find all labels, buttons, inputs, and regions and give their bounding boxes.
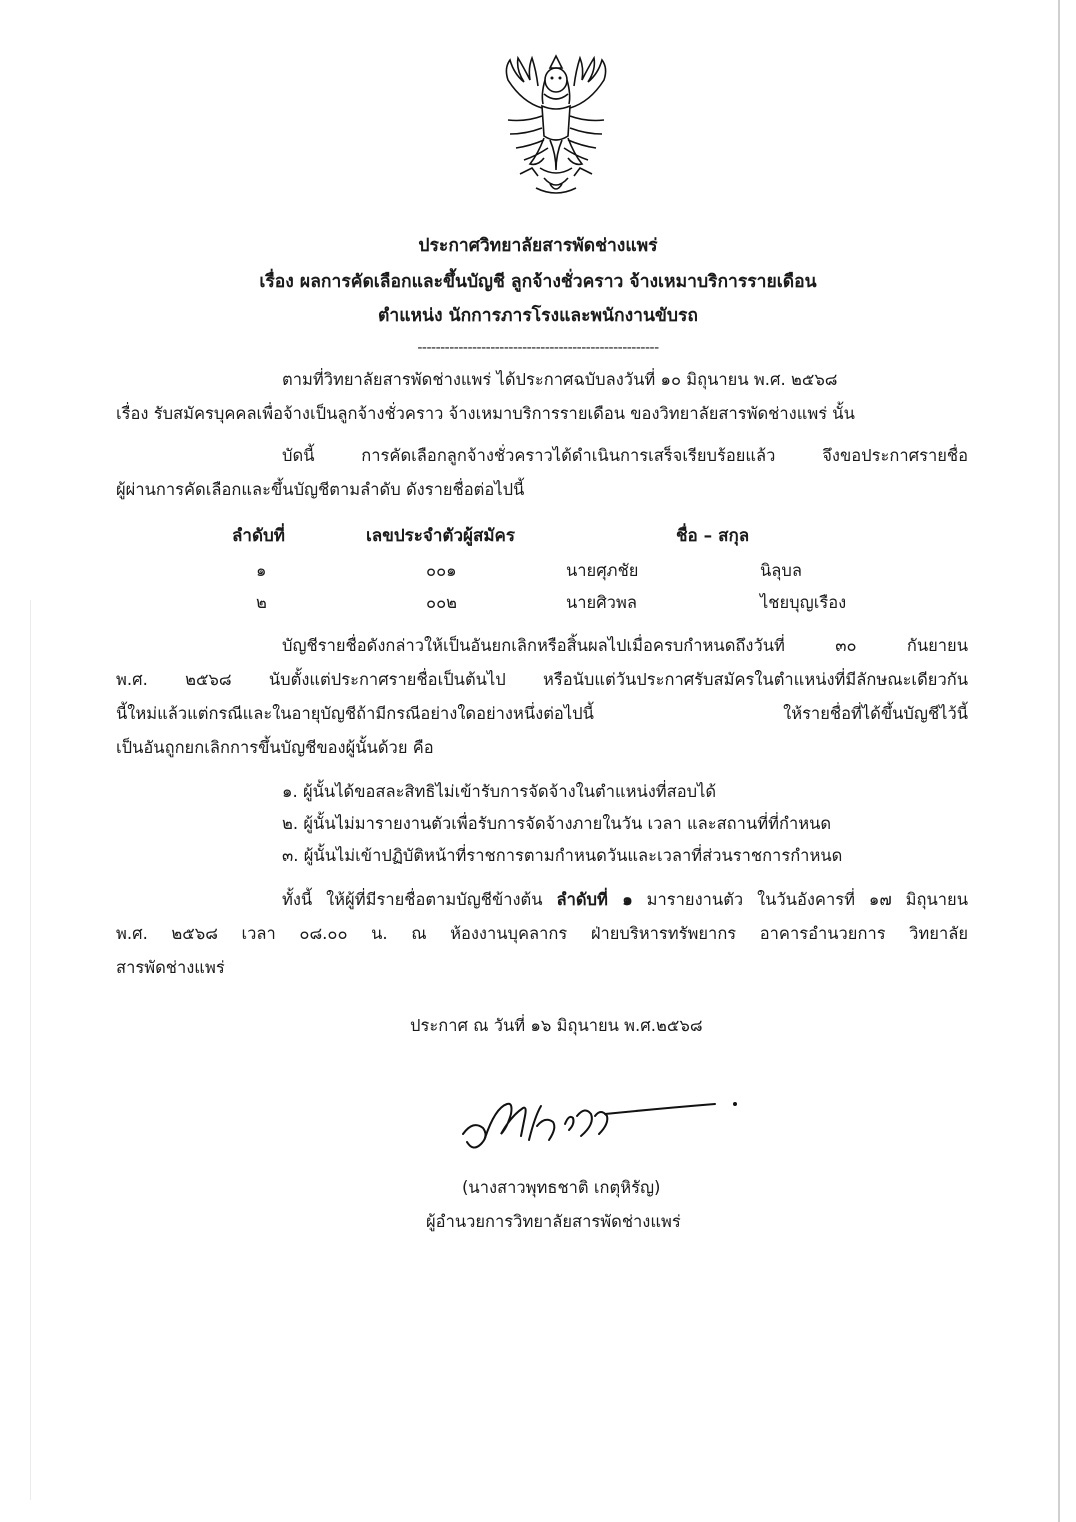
list-item: ๒. ผู้นั้นไม่มารายงานตัวเพื่อรับการจัดจ้างภายในวัน เวลา และสถานที่ที่กำหนด: [282, 814, 832, 833]
garuda-emblem-icon: [480, 50, 632, 202]
announce-date: ประกาศ ณ วันที่ ๑๖ มิถุนายน พ.ศ.๒๕๖๘: [410, 1016, 703, 1035]
paragraph-4-line-2: พ.ศ. ๒๕๖๘ เวลา ๐๘.๐๐ น. ณ ห้องงานบุคลากร ฝ่ายบริหารทรัพยากร อาคารอำนวยการ วิทยาลัย: [116, 924, 968, 943]
header-divider: -----------------------------------------------------: [417, 340, 659, 356]
table-header-id: เลขประจำตัวผู้สมัคร: [366, 526, 516, 546]
paragraph-3-line-4: เป็นอันถูกยกเลิกการขึ้นบัญชีของผู้นั้นด้วย คือ: [116, 738, 434, 757]
page-edge-left: [30, 600, 31, 1500]
row-first-name: นายศุภชัย: [566, 561, 639, 580]
table-header-order: ลำดับที่: [232, 526, 286, 546]
paragraph-4-emphasis: ลำดับที่ ๑: [556, 890, 633, 909]
table-header-name: ชื่อ – สกุล: [676, 526, 750, 546]
paragraph-2-line-1: บัดนี้ การคัดเลือกลูกจ้างชั่วคราวได้ดำเนินการเสร็จเรียบร้อยแล้ว จึงขอประกาศรายชื่อ: [282, 446, 968, 465]
row-first-name: นายศิวพล: [566, 593, 637, 612]
document-title: ประกาศวิทยาลัยสารพัดช่างแพร่: [418, 236, 658, 256]
paragraph-2-line-2: ผู้ผ่านการคัดเลือกและขึ้นบัญชีตามลำดับ ดังรายชื่อต่อไปนี้: [116, 480, 525, 499]
signature-icon: [455, 1086, 755, 1156]
list-item: ๓. ผู้นั้นไม่เข้าปฏิบัติหน้าที่ราชการตามกำหนดวันและเวลาที่ส่วนราชการกำหนด: [282, 846, 843, 865]
signer-title: ผู้อำนวยการวิทยาลัยสารพัดช่างแพร่: [426, 1212, 681, 1231]
paragraph-4-text-c: มารายงานตัว ในวันอังคารที่ ๑๗ มิถุนายน: [632, 890, 968, 909]
paragraph-4-text-a: ทั้งนี้ ให้ผู้ที่มีรายชื่อตามบัญชีข้างต้น: [282, 890, 557, 909]
paragraph-3-line-1: บัญชีรายชื่อดังกล่าวให้เป็นอันยกเลิกหรือสิ้นผลไปเมื่อครบกำหนดถึงวันที่ ๓๐ กันยายน: [282, 636, 968, 655]
row-order: ๒: [256, 593, 267, 612]
row-last-name: ไชยบุญเรือง: [760, 593, 847, 612]
page-edge: [1058, 0, 1060, 1522]
paragraph-1-line-2: เรื่อง รับสมัครบุคคลเพื่อจ้างเป็นลูกจ้างชั่วคราว จ้างเหมาบริการรายเดือน ของวิทยาลัยสารพัดช่างแพร่ นั้น: [116, 404, 855, 423]
paragraph-4-line-1: [282, 888, 968, 912]
signer-name: (นางสาวพุทธชาติ เกตุหิรัญ): [462, 1178, 661, 1197]
paragraph-3-line-3: นี้ใหม่แล้วแต่กรณีและในอายุบัญชีถ้ามีกรณีอย่างใดอย่างหนึ่งต่อไปนี้ ให้รายชื่อที่ได้ขึ้นบัญชีไว้นี้: [116, 704, 968, 723]
paragraph-3-line-2: พ.ศ. ๒๕๖๘ นับตั้งแต่ประกาศรายชื่อเป็นต้นไป หรือนับแต่วันประกาศรับสมัครในตำแหน่งที่มีลักษณะเดียวกัน: [116, 670, 968, 689]
row-applicant-id: ๐๐๑: [426, 561, 457, 580]
paragraph-1-line-1: ตามที่วิทยาลัยสารพัดช่างแพร่ ได้ประกาศฉบับลงวันที่ ๑๐ มิถุนายน พ.ศ. ๒๕๖๘: [282, 370, 838, 389]
list-item: ๑. ผู้นั้นได้ขอสละสิทธิไม่เข้ารับการจัดจ้างในตำแหน่งที่สอบได้: [282, 782, 717, 801]
document-position: ตำแหน่ง นักการภารโรงและพนักงานขับรถ: [378, 306, 698, 326]
document-subject: เรื่อง ผลการคัดเลือกและขึ้นบัญชี ลูกจ้างชั่วคราว จ้างเหมาบริการรายเดือน: [259, 272, 817, 292]
row-applicant-id: ๐๐๒: [426, 593, 458, 612]
paragraph-4-line-3: สารพัดช่างแพร่: [116, 958, 225, 977]
row-order: ๑: [256, 561, 267, 580]
row-last-name: นิลุบล: [760, 561, 802, 580]
